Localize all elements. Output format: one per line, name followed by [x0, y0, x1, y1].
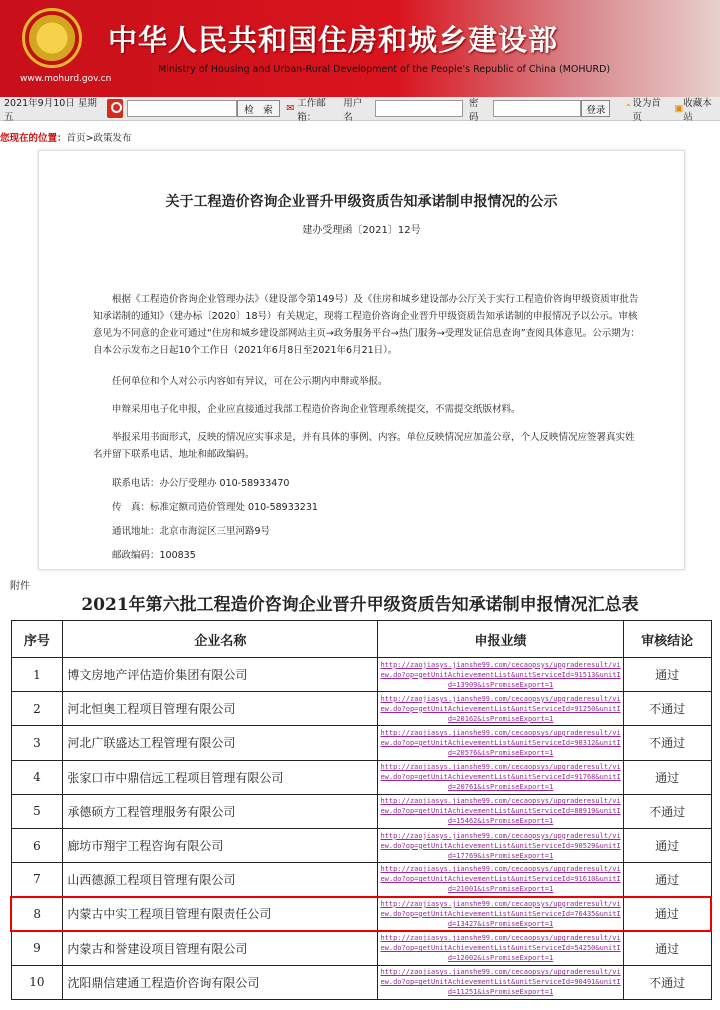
set-home-link[interactable]: 设为首页 [632, 97, 661, 123]
table-row [11, 965, 711, 999]
paragraph: 根据《工程造价咨询企业管理办法》（建设部令第149号）及《住房和城乡建设部办公厅关于实行工程造价咨询甲级资质审批告知承诺制的通知》（建办标〔2020〕18号）有关规定，现将工程造价咨询企业晋升甲级资质告知承诺制的申报情况予以公示。审核意见为不同意的企业可通过“住房和城乡建设部网站主页→政务服务平台→热门服务→受理发证信息查询”查阅具体意见。公示期为：自本公示发布之日起10个工作日（2021年6月8日至2021年6月21日）。 [93, 294, 640, 356]
summary-title: 2021年第六批工程造价咨询企业晋升甲级资质告知承诺制申报情况汇总表 [81, 595, 639, 615]
site-banner [0, 0, 720, 97]
toolbar [0, 97, 720, 121]
company-name: 河北广联盛达工程管理有限公司 [63, 726, 378, 760]
achievement-link[interactable]: http://zaojiasys.jianshe99.com/cecaopsys/upgraderesult/view.do?op=getUnitAchievementList&unitServiceId=91610&unitId=21001&isPromiseExport=1 [378, 863, 623, 897]
company-name: 内蒙古和誉建设项目管理有限公司 [63, 931, 378, 965]
breadcrumb-path[interactable]: 首页>政策发布 [66, 133, 132, 144]
col-header: 审核结论 [623, 621, 711, 658]
search-icon [107, 99, 123, 118]
review-result: 不通过 [623, 726, 711, 760]
col-header: 申报业绩 [378, 621, 623, 658]
achievement-link[interactable]: http://zaojiasys.jianshe99.com/cecaopsys/upgraderesult/view.do?op=getUnitAchievementList&unitServiceId=91250&unitId=20162&isPromiseExport=1 [378, 692, 623, 726]
review-result: 通过 [623, 828, 711, 862]
col-header: 企业名称 [63, 621, 378, 658]
achievement-link[interactable]: http://zaojiasys.jianshe99.com/cecaopsys/upgraderesult/view.do?op=getUnitAchievementList&unitServiceId=90491&unitId=11251&isPromiseExport=1 [378, 965, 623, 999]
bookmark-icon: ▣ [674, 103, 684, 114]
review-result: 不通过 [623, 965, 711, 999]
row-number: 5 [11, 794, 63, 828]
company-name: 山西德源工程项目管理有限公司 [63, 863, 378, 897]
site-title-en: Ministry of Housing and Urban-Rural Development of the People's Republic of China (MOHURD) [158, 64, 611, 75]
username-label: 用户名 [343, 97, 363, 123]
table-row [11, 760, 711, 794]
site-title: 中华人民共和国住房和城乡建设部 [108, 23, 559, 57]
company-name: 承德硕方工程管理服务有限公司 [63, 794, 378, 828]
home-icon: ⌃ [624, 103, 633, 114]
achievement-link[interactable]: http://zaojiasys.jianshe99.com/cecaopsys/upgraderesult/view.do?op=getUnitAchievementList&unitServiceId=91513&unitId=13909&isPromiseExport=1 [378, 658, 623, 692]
table-row [11, 726, 711, 760]
attachment-label: 附件 [10, 581, 30, 592]
review-result: 通过 [623, 760, 711, 794]
contact-address: 通讯地址：北京市海淀区三里河路9号 [112, 526, 271, 537]
table-row [11, 863, 711, 897]
row-number: 2 [11, 692, 63, 726]
review-result: 通过 [623, 658, 711, 692]
row-number: 9 [11, 931, 63, 965]
search-button[interactable]: 检 索 [237, 100, 281, 117]
contact-phone: 联系电话：办公厅受理办 010-58933470 [112, 478, 290, 489]
contact-postcode: 邮政编码：100835 [112, 550, 196, 561]
table-row [11, 658, 711, 692]
paragraph: 任何单位和个人对公示内容如有异议，可在公示期内申辩或举报。 [112, 376, 388, 387]
breadcrumb [0, 130, 131, 144]
review-result: 不通过 [623, 692, 711, 726]
company-name: 博文房地产评估造价集团有限公司 [63, 658, 378, 692]
mail-label: 工作邮箱： [297, 97, 326, 123]
date-text: 2021年9月10日 星期五 [4, 97, 97, 123]
password-input[interactable] [493, 100, 581, 117]
col-header: 序号 [11, 621, 63, 658]
bookmark-link[interactable]: 收藏本站 [683, 97, 712, 123]
row-number: 10 [11, 965, 63, 999]
site-url: www.mohurd.gov.cn [20, 74, 112, 84]
table-header [11, 621, 711, 658]
achievement-link[interactable]: http://zaojiasys.jianshe99.com/cecaopsys/upgraderesult/view.do?op=getUnitAchievementList&unitServiceId=90529&unitId=17769&isPromiseExport=1 [378, 828, 623, 862]
document-panel [38, 150, 685, 570]
company-name: 沈阳鼎信建通工程造价咨询有限公司 [63, 965, 378, 999]
search-input[interactable] [127, 100, 237, 117]
table-row [11, 794, 711, 828]
review-result: 通过 [623, 863, 711, 897]
row-number: 8 [11, 897, 63, 931]
company-name: 廊坊市翔宇工程咨询有限公司 [63, 828, 378, 862]
contact-fax: 传 真：标准定额司造价管理处 010-58933231 [112, 502, 318, 513]
row-number: 4 [11, 760, 63, 794]
paragraph: 举报采用书面形式，反映的情况应实事求是，并有具体的事例、内容。单位反映情况应加盖公章，个人反映情况应签署真实姓名并留下联系电话、地址和邮政编码。 [93, 432, 635, 460]
table-row [11, 692, 711, 726]
username-input[interactable] [375, 100, 463, 117]
achievement-link[interactable]: http://zaojiasys.jianshe99.com/cecaopsys/upgraderesult/view.do?op=getUnitAchievementList&unitServiceId=88919&unitId=15462&isPromiseExport=1 [378, 794, 623, 828]
company-name: 张家口市中鼎信远工程项目管理有限公司 [63, 760, 378, 794]
document-title: 关于工程造价咨询企业晋升甲级资质告知承诺制申报情况的公示 [165, 194, 558, 210]
review-result: 不通过 [623, 794, 711, 828]
paragraph: 申辩采用电子化申报，企业应直接通过我部工程造价咨询企业管理系统提交，不需提交纸版材料。 [112, 404, 521, 415]
password-label: 密码 [468, 97, 479, 123]
achievement-link[interactable]: http://zaojiasys.jianshe99.com/cecaopsys/upgraderesult/view.do?op=getUnitAchievementList&unitServiceId=76435&unitId=13427&isPromiseExport=1 [378, 897, 623, 931]
mail-icon: ✉ [286, 103, 295, 114]
row-number: 6 [11, 828, 63, 862]
breadcrumb-label: 您现在的位置： [0, 133, 67, 144]
row-number: 3 [11, 726, 63, 760]
company-name: 内蒙古中实工程项目管理有限责任公司 [63, 897, 378, 931]
company-name: 河北恒奥工程项目管理有限公司 [63, 692, 378, 726]
national-emblem-logo [22, 8, 82, 68]
achievement-link[interactable]: http://zaojiasys.jianshe99.com/cecaopsys/upgraderesult/view.do?op=getUnitAchievementList&unitServiceId=90312&unitId=20576&isPromiseExport=1 [378, 726, 623, 760]
table-row [11, 931, 711, 965]
achievement-link[interactable]: http://zaojiasys.jianshe99.com/cecaopsys/upgraderesult/view.do?op=getUnitAchievementList&unitServiceId=91768&unitId=20761&isPromiseExport=1 [378, 760, 623, 794]
row-number: 1 [11, 658, 63, 692]
table-row [11, 897, 711, 931]
login-button[interactable]: 登录 [581, 100, 610, 117]
table-row [11, 828, 711, 862]
summary-table [10, 620, 712, 1000]
review-result: 通过 [623, 897, 711, 931]
review-result: 通过 [623, 931, 711, 965]
achievement-link[interactable]: http://zaojiasys.jianshe99.com/cecaopsys/upgraderesult/view.do?op=getUnitAchievementList&unitServiceId=54250&unitId=12002&isPromiseExport=1 [378, 931, 623, 965]
document-number: 建办受理函〔2021〕12号 [302, 225, 421, 236]
row-number: 7 [11, 863, 63, 897]
